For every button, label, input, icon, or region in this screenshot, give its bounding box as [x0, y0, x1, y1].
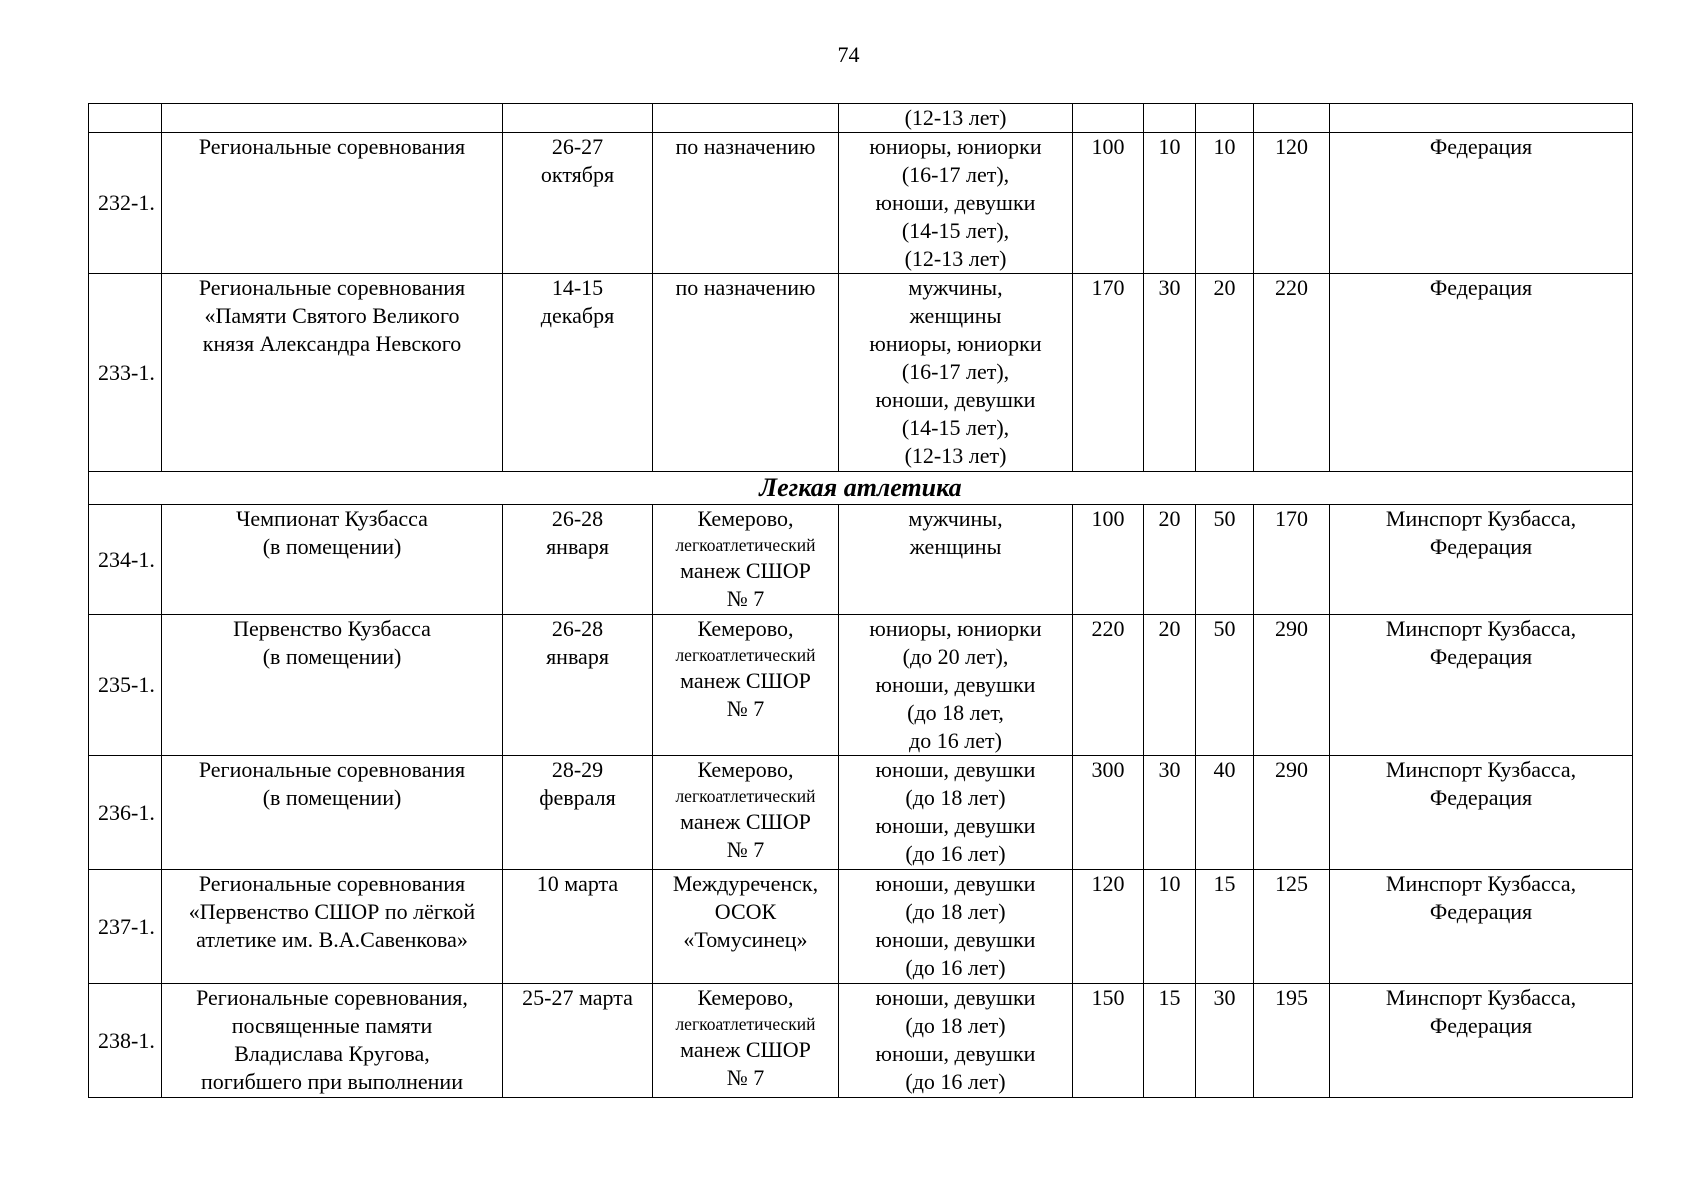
- cell-participants: [839, 615, 1073, 756]
- place-line: по назначению: [675, 275, 816, 300]
- dates-line: 26-27: [551, 134, 604, 159]
- participants-line: (до 18 лет): [905, 1013, 1006, 1038]
- cell-count-total: 290: [1254, 756, 1330, 870]
- cell-number: 237-1.: [89, 870, 162, 984]
- cell-count-2: 10: [1144, 870, 1196, 984]
- cell-count-2: 30: [1144, 756, 1196, 870]
- place-line: манеж СШОР: [680, 558, 811, 583]
- participants-line: юноши, девушки: [875, 813, 1036, 838]
- participants-line: (до 18 лет): [905, 785, 1006, 810]
- participants-line: юноши, девушки: [875, 1041, 1036, 1066]
- cell-count-total: 220: [1254, 274, 1330, 472]
- cell-number: 232-1.: [89, 133, 162, 274]
- cell-number: [89, 104, 162, 133]
- place-line: по назначению: [675, 134, 816, 159]
- participants-line: юноши, девушки: [875, 927, 1036, 952]
- participants-line: юниоры, юниорки: [869, 616, 1042, 641]
- cell-count-3: 40: [1196, 756, 1254, 870]
- table-row-continued: [89, 104, 1633, 133]
- participants-line: (16-17 лет),: [901, 162, 1010, 187]
- event-name-line: Региональные соревнования: [198, 275, 466, 300]
- cell-participants: [839, 274, 1073, 472]
- cell-event-name: [162, 615, 503, 756]
- organizer-line: Федерация: [1429, 534, 1533, 559]
- place-line: «Томусинец»: [683, 927, 808, 952]
- participants-line: юниоры, юниорки: [869, 331, 1042, 356]
- cell-count-1: 120: [1073, 870, 1144, 984]
- event-name-line: погибшего при выполнении: [201, 1069, 463, 1094]
- cell-participants: [839, 870, 1073, 984]
- place-line: № 7: [726, 696, 765, 721]
- place-line: Кемерово,: [697, 506, 794, 531]
- participants-line: юноши, девушки: [875, 871, 1036, 896]
- event-name-line: «Памяти Святого Великого: [204, 303, 460, 328]
- organizer-line: Минспорт Кузбасса,: [1385, 506, 1577, 531]
- table-row: [89, 756, 1633, 870]
- participants-line: до 16 лет): [909, 728, 1002, 753]
- cell-count-3: 30: [1196, 984, 1254, 1098]
- cell-place: [653, 615, 839, 756]
- participants-line: женщины: [909, 303, 1002, 328]
- participants-line: юноши, девушки: [875, 757, 1036, 782]
- participants-line: (до 16 лет): [905, 955, 1006, 980]
- cell-event-name: [162, 133, 503, 274]
- events-table: [88, 103, 1633, 1098]
- cell-number: 235-1.: [89, 615, 162, 756]
- cell-participants: [839, 505, 1073, 615]
- cell-dates: [503, 984, 653, 1098]
- place-line: № 7: [726, 837, 765, 862]
- cell-dates: [503, 104, 653, 133]
- cell-count-total: [1254, 104, 1330, 133]
- participants-line: (16-17 лет),: [901, 359, 1010, 384]
- cell-place: [653, 104, 839, 133]
- event-name-line: князя Александра Невского: [202, 331, 462, 356]
- cell-place: [653, 756, 839, 870]
- cell-dates: [503, 615, 653, 756]
- table-row: [89, 984, 1633, 1098]
- cell-event-name: [162, 505, 503, 615]
- event-name-line: (в помещении): [262, 644, 402, 669]
- dates-line: 10 марта: [536, 871, 619, 896]
- dates-line: января: [546, 644, 609, 669]
- cell-count-total: 120: [1254, 133, 1330, 274]
- cell-organizer: [1330, 133, 1633, 274]
- organizer-line: Минспорт Кузбасса,: [1385, 985, 1577, 1010]
- cell-count-total: 195: [1254, 984, 1330, 1098]
- cell-number: 238-1.: [89, 984, 162, 1098]
- cell-organizer: [1330, 984, 1633, 1098]
- table-row: [89, 505, 1633, 615]
- place-line: легкоатлетический: [675, 645, 816, 665]
- participants-line: юноши, девушки: [875, 387, 1036, 412]
- participants-line: юниоры, юниорки: [869, 134, 1042, 159]
- place-line: легкоатлетический: [675, 786, 816, 806]
- organizer-line: Федерация: [1429, 134, 1533, 159]
- organizer-line: Минспорт Кузбасса,: [1385, 871, 1577, 896]
- participants-line: (до 16 лет): [905, 841, 1006, 866]
- cell-count-2: 10: [1144, 133, 1196, 274]
- table-row: [89, 274, 1633, 472]
- cell-organizer: [1330, 104, 1633, 133]
- dates-line: января: [546, 534, 609, 559]
- participants-line: юноши, девушки: [875, 985, 1036, 1010]
- participants-line: мужчины,: [908, 275, 1003, 300]
- cell-organizer: [1330, 505, 1633, 615]
- participants-line: мужчины,: [908, 506, 1003, 531]
- cell-dates: [503, 756, 653, 870]
- organizer-line: Минспорт Кузбасса,: [1385, 616, 1577, 641]
- cell-count-3: 50: [1196, 505, 1254, 615]
- dates-line: декабря: [540, 303, 615, 328]
- participants-line: (12-13 лет): [904, 246, 1007, 271]
- event-name-line: (в помещении): [262, 534, 402, 559]
- dates-line: октября: [540, 162, 615, 187]
- participants-line: (до 18 лет,: [907, 700, 1004, 725]
- cell-dates: [503, 133, 653, 274]
- cell-participants: [839, 104, 1073, 133]
- cell-count-1: 300: [1073, 756, 1144, 870]
- table-row: [89, 133, 1633, 274]
- organizer-line: Федерация: [1429, 644, 1533, 669]
- participants-line: женщины: [909, 534, 1002, 559]
- cell-count-total: 125: [1254, 870, 1330, 984]
- participants-line: юноши, девушки: [875, 190, 1036, 215]
- cell-event-name: [162, 756, 503, 870]
- cell-organizer: [1330, 615, 1633, 756]
- event-name-line: атлетике им. В.А.Савенкова»: [196, 927, 468, 952]
- place-line: легкоатлетический: [675, 535, 816, 555]
- cell-number: 233-1.: [89, 274, 162, 472]
- event-name-line: Владислава Кругова,: [234, 1041, 430, 1066]
- place-line: Кемерово,: [697, 616, 794, 641]
- event-name-line: посвященные памяти: [231, 1013, 433, 1038]
- cell-count-3: 15: [1196, 870, 1254, 984]
- event-name-line: Региональные соревнования,: [196, 985, 468, 1010]
- cell-place: [653, 274, 839, 472]
- cell-dates: [503, 505, 653, 615]
- place-line: № 7: [726, 586, 765, 611]
- cell-count-1: 100: [1073, 133, 1144, 274]
- cell-count-1: 170: [1073, 274, 1144, 472]
- events-table-body: [89, 104, 1633, 1098]
- cell-count-2: 30: [1144, 274, 1196, 472]
- cell-organizer: [1330, 756, 1633, 870]
- place-line: легкоатлетический: [675, 1014, 816, 1034]
- cell-count-total: 170: [1254, 505, 1330, 615]
- place-line: № 7: [726, 1065, 765, 1090]
- place-line: манеж СШОР: [680, 809, 811, 834]
- dates-line: 26-28: [551, 616, 604, 641]
- participants-line: (14-15 лет),: [901, 218, 1010, 243]
- cell-count-2: 20: [1144, 505, 1196, 615]
- cell-place: [653, 984, 839, 1098]
- organizer-line: Федерация: [1429, 785, 1533, 810]
- cell-count-1: 100: [1073, 505, 1144, 615]
- organizer-line: Федерация: [1429, 1013, 1533, 1038]
- participants-line: (до 18 лет): [905, 899, 1006, 924]
- participants-line: (12-13 лет): [904, 105, 1007, 130]
- dates-line: 14-15: [551, 275, 604, 300]
- organizer-line: Минспорт Кузбасса,: [1385, 757, 1577, 782]
- section-title: Легкая атлетика: [89, 472, 1633, 505]
- cell-place: [653, 870, 839, 984]
- participants-line: юноши, девушки: [875, 672, 1036, 697]
- participants-line: (12-13 лет): [904, 443, 1007, 468]
- cell-organizer: [1330, 274, 1633, 472]
- event-name-line: Первенство Кузбасса: [233, 616, 431, 641]
- cell-count-2: 20: [1144, 615, 1196, 756]
- cell-place: [653, 133, 839, 274]
- page-number: 74: [837, 42, 860, 67]
- event-name-line: Региональные соревнования: [198, 757, 466, 782]
- place-line: Междуреченск,: [672, 871, 819, 896]
- event-name-line: Региональные соревнования: [198, 134, 466, 159]
- cell-event-name: [162, 274, 503, 472]
- place-line: манеж СШОР: [680, 1037, 811, 1062]
- place-line: Кемерово,: [697, 757, 794, 782]
- cell-number: 236-1.: [89, 756, 162, 870]
- cell-dates: [503, 274, 653, 472]
- cell-count-total: 290: [1254, 615, 1330, 756]
- participants-line: (до 16 лет): [905, 1069, 1006, 1094]
- organizer-line: Федерация: [1429, 275, 1533, 300]
- cell-count-2: 15: [1144, 984, 1196, 1098]
- cell-participants: [839, 133, 1073, 274]
- cell-count-1: 220: [1073, 615, 1144, 756]
- cell-count-2: [1144, 104, 1196, 133]
- event-name-line: Чемпионат Кузбасса: [236, 506, 428, 531]
- place-line: Кемерово,: [697, 985, 794, 1010]
- cell-participants: [839, 984, 1073, 1098]
- cell-count-1: 150: [1073, 984, 1144, 1098]
- cell-place: [653, 505, 839, 615]
- cell-count-1: [1073, 104, 1144, 133]
- cell-dates: [503, 870, 653, 984]
- dates-line: 26-28: [551, 506, 604, 531]
- cell-count-3: 20: [1196, 274, 1254, 472]
- cell-organizer: [1330, 870, 1633, 984]
- table-row: [89, 870, 1633, 984]
- cell-event-name: [162, 870, 503, 984]
- cell-number: 234-1.: [89, 505, 162, 615]
- cell-count-3: [1196, 104, 1254, 133]
- place-line: ОСОК: [714, 899, 777, 924]
- table-row: [89, 615, 1633, 756]
- section-row: [89, 472, 1633, 505]
- cell-event-name: [162, 104, 503, 133]
- participants-line: (14-15 лет),: [901, 415, 1010, 440]
- event-name-line: «Первенство СШОР по лёгкой: [188, 899, 476, 924]
- place-line: манеж СШОР: [680, 668, 811, 693]
- participants-line: (до 20 лет),: [902, 644, 1009, 669]
- cell-count-3: 10: [1196, 133, 1254, 274]
- event-name-line: Региональные соревнования: [198, 871, 466, 896]
- cell-count-3: 50: [1196, 615, 1254, 756]
- dates-line: 28-29: [551, 757, 604, 782]
- dates-line: февраля: [539, 785, 616, 810]
- cell-event-name: [162, 984, 503, 1098]
- dates-line: 25-27 марта: [522, 985, 633, 1010]
- organizer-line: Федерация: [1429, 899, 1533, 924]
- cell-participants: [839, 756, 1073, 870]
- event-name-line: (в помещении): [262, 785, 402, 810]
